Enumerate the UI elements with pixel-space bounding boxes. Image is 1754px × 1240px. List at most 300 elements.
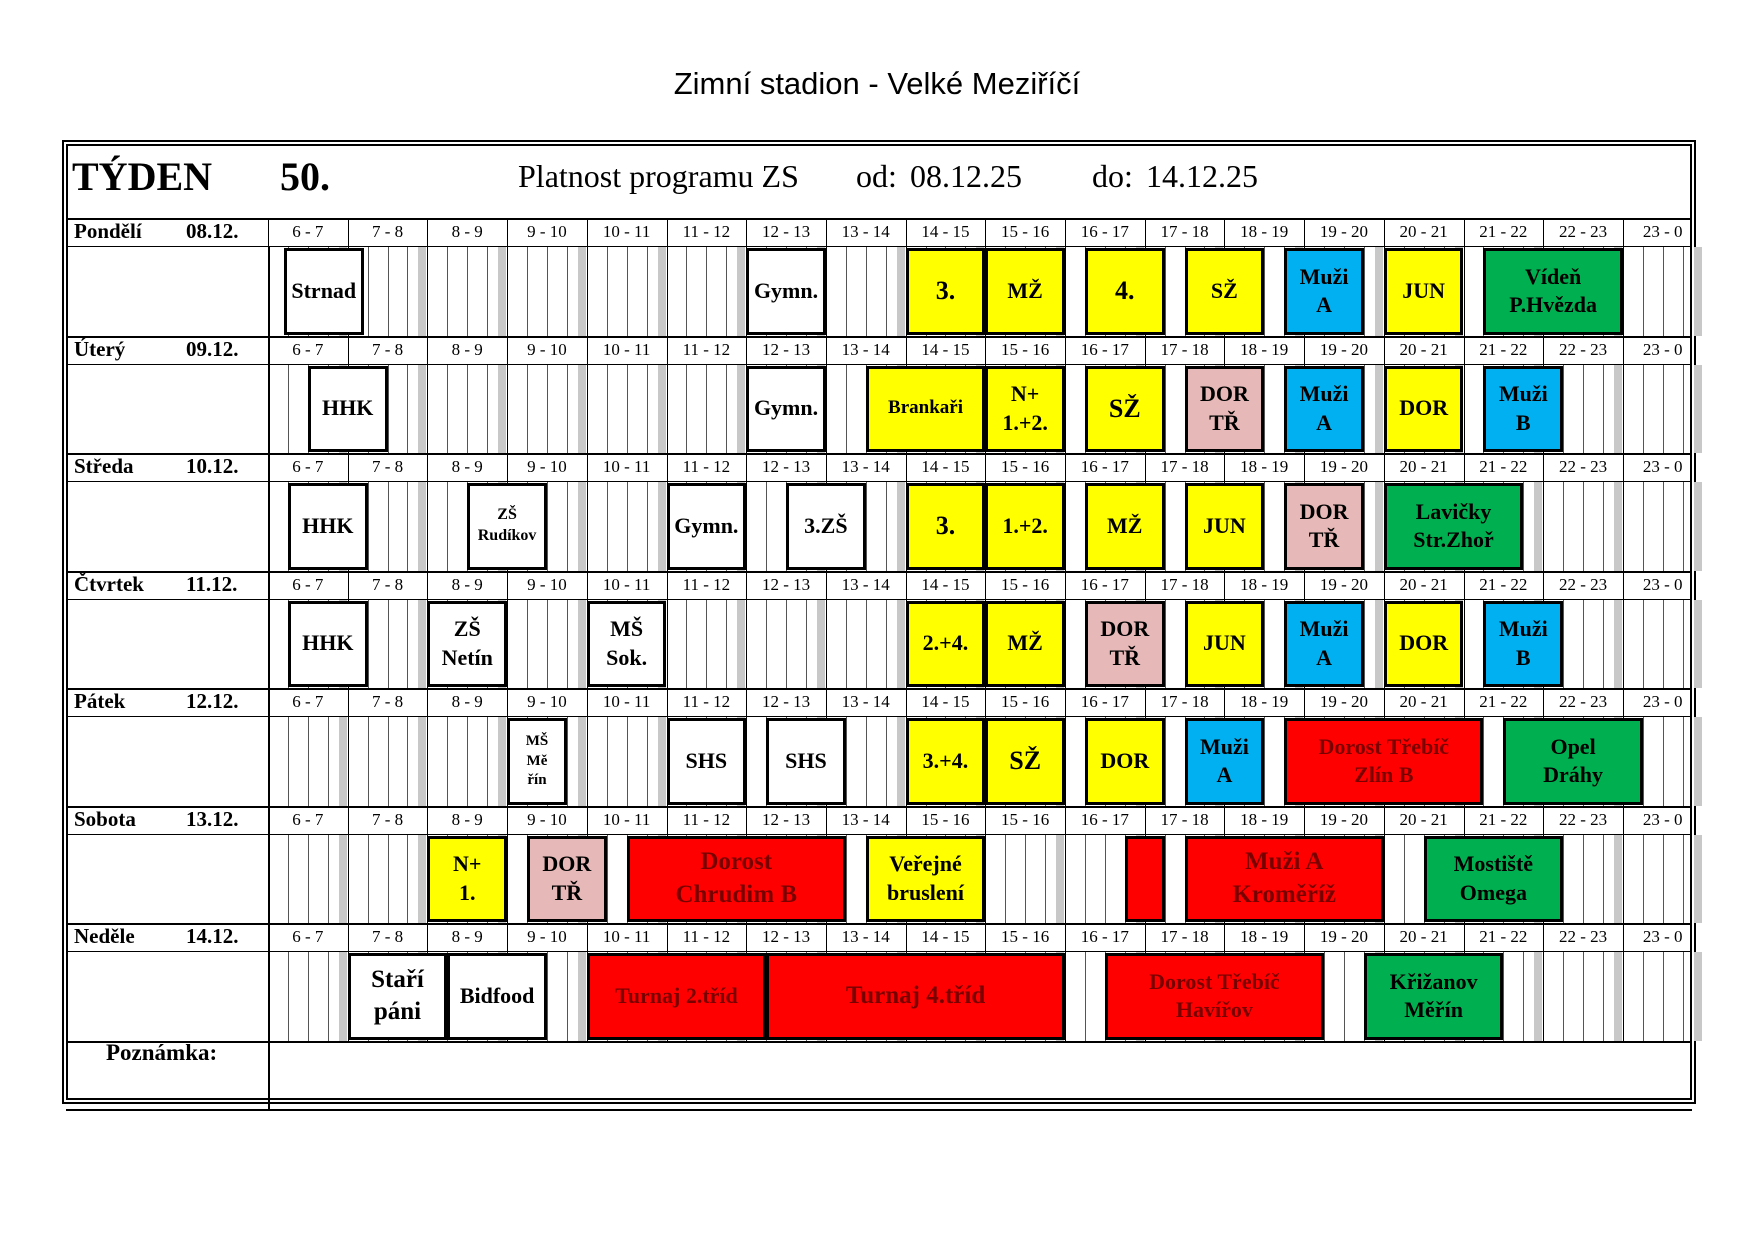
- quarter-divider: [407, 247, 408, 336]
- quarter-divider: [407, 365, 408, 454]
- time-slot-label: 6 - 7: [292, 574, 324, 594]
- event-block: JUN: [1384, 248, 1464, 335]
- time-slot-label: 12 - 13: [761, 339, 811, 359]
- note-label: Poznámka:: [106, 1040, 218, 1065]
- time-slot-label: 21 - 22: [1479, 457, 1528, 476]
- resurfacing-band: [1694, 952, 1702, 1041]
- time-row-divider: [66, 364, 1692, 365]
- time-slot-label: 8 - 9: [451, 574, 483, 594]
- time-slot-label: 20 - 21: [1399, 339, 1448, 359]
- time-slot-label: 20 - 21: [1399, 222, 1448, 241]
- resurfacing-band: [658, 717, 666, 806]
- time-slot-label: 17 - 18: [1160, 574, 1209, 594]
- event-block: Mostiště Omega: [1424, 836, 1563, 923]
- slot-divider: [507, 571, 508, 689]
- resurfacing-band: [1375, 600, 1383, 689]
- resurfacing-band: [1056, 835, 1064, 924]
- time-slot-label: 12 - 13: [761, 692, 811, 711]
- event-block: HHK: [288, 483, 368, 570]
- time-slot-label: 17 - 18: [1160, 692, 1209, 711]
- time-slot-label: 11 - 12: [682, 574, 731, 594]
- to-label: do:: [1092, 158, 1133, 194]
- time-slot-label: 17 - 18: [1160, 222, 1209, 241]
- time-slot-label: 11 - 12: [682, 457, 731, 476]
- time-slot-label: 10 - 11: [602, 692, 651, 711]
- quarter-divider: [547, 247, 548, 336]
- day-date: 12.12.: [186, 689, 239, 713]
- time-slot-label: 7 - 8: [371, 339, 404, 359]
- event-block: Opel Dráhy: [1503, 718, 1642, 805]
- resurfacing-band: [658, 365, 666, 454]
- event-block: 3.: [906, 248, 986, 335]
- quarter-divider: [886, 482, 887, 571]
- time-slot-label: 21 - 22: [1479, 222, 1528, 241]
- time-slot-label: 18 - 19: [1240, 339, 1289, 359]
- time-slot-label: 21 - 22: [1479, 692, 1528, 711]
- quarter-divider: [607, 247, 608, 336]
- quarter-divider: [1264, 482, 1265, 571]
- quarter-divider: [1663, 600, 1664, 689]
- slot-divider: [268, 453, 269, 571]
- resurfacing-band: [1694, 717, 1702, 806]
- event-block: HHK: [308, 366, 388, 453]
- resurfacing-band: [897, 600, 905, 689]
- event-block: ZŠ Netín: [427, 601, 507, 688]
- time-row-divider: [66, 716, 1692, 717]
- event-block: Muži A: [1284, 601, 1364, 688]
- event-block: Veřejné bruslení: [866, 836, 986, 923]
- time-slot-label: 16 - 17: [1080, 574, 1129, 594]
- quarter-divider: [368, 247, 369, 336]
- quarter-divider: [607, 365, 608, 454]
- quarter-divider: [368, 717, 369, 806]
- day-name: Pondělí: [74, 219, 142, 243]
- time-slot-label: 15 - 16: [921, 809, 970, 829]
- time-slot-label: 18 - 19: [1240, 574, 1289, 594]
- event-block: DOR: [1384, 366, 1464, 453]
- quarter-divider: [886, 600, 887, 689]
- time-slot-label: 9 - 10: [527, 692, 567, 711]
- quarter-divider: [647, 482, 648, 571]
- event-block: Vídeň P.Hvězda: [1483, 248, 1622, 335]
- day-row-divider: [66, 688, 1692, 690]
- time-slot-label: 16 - 17: [1080, 692, 1129, 711]
- slot-divider: [587, 453, 588, 571]
- time-slot-label: 18 - 19: [1240, 809, 1289, 829]
- time-slot-label: 13 - 14: [841, 222, 890, 241]
- time-slot-label: 22 - 23: [1558, 222, 1608, 241]
- event-block: Dorost Třebíč Zlín B: [1284, 718, 1483, 805]
- time-slot-label: 14 - 15: [921, 692, 970, 711]
- slot-divider: [1543, 453, 1544, 571]
- time-slot-label: 7 - 8: [371, 692, 404, 711]
- quarter-divider: [288, 835, 289, 924]
- slot-divider: [1065, 218, 1066, 336]
- quarter-divider: [786, 600, 787, 689]
- quarter-divider: [1483, 717, 1484, 806]
- time-slot-label: 14 - 15: [921, 339, 970, 359]
- time-slot-label: 23 - 0: [1642, 574, 1683, 594]
- quarter-divider: [1643, 717, 1644, 806]
- event-block: MŽ: [985, 601, 1065, 688]
- quarter-divider: [1683, 952, 1684, 1041]
- time-slot-label: 18 - 19: [1240, 457, 1289, 476]
- slot-divider: [268, 571, 269, 689]
- quarter-divider: [487, 717, 488, 806]
- quarter-divider: [846, 247, 847, 336]
- slot-divider: [1623, 453, 1624, 571]
- time-slot-label: 8 - 9: [451, 809, 483, 829]
- quarter-divider: [288, 365, 289, 454]
- resurfacing-band: [658, 482, 666, 571]
- resurfacing-band: [578, 717, 586, 806]
- event-block: MŠ Sok.: [587, 601, 667, 688]
- time-slot-label: 12 - 13: [761, 457, 811, 476]
- time-slot-label: 16 - 17: [1080, 339, 1129, 359]
- resurfacing-band: [1375, 365, 1383, 454]
- event-block: 3.+4.: [906, 718, 986, 805]
- quarter-divider: [1005, 835, 1006, 924]
- slot-divider: [587, 688, 588, 806]
- time-slot-label: 11 - 12: [682, 692, 731, 711]
- event-block: Muži B: [1483, 601, 1563, 688]
- slot-divider: [1384, 806, 1385, 924]
- time-slot-label: 16 - 17: [1080, 927, 1129, 946]
- quarter-divider: [1683, 365, 1684, 454]
- quarter-divider: [627, 482, 628, 571]
- event-block: N+ 1.: [427, 836, 507, 923]
- time-slot-label: 14 - 15: [921, 222, 970, 241]
- time-slot-label: 6 - 7: [292, 692, 324, 711]
- quarter-divider: [1663, 482, 1664, 571]
- time-slot-label: 8 - 9: [451, 457, 483, 476]
- quarter-divider: [1603, 365, 1604, 454]
- event-block: Dorost Chrudim B: [627, 836, 846, 923]
- time-slot-label: 15 - 16: [1001, 692, 1050, 711]
- resurfacing-band: [578, 600, 586, 689]
- time-slot-label: 6 - 7: [292, 809, 324, 829]
- time-slot-label: 14 - 15: [921, 457, 970, 476]
- slot-divider: [1065, 688, 1066, 806]
- quarter-divider: [1404, 835, 1405, 924]
- slot-divider: [1623, 336, 1624, 454]
- quarter-divider: [388, 365, 389, 454]
- event-block: ZŠ Rudíkov: [467, 483, 547, 570]
- quarter-divider: [726, 247, 727, 336]
- quarter-divider: [1523, 482, 1524, 571]
- time-slot-label: 19 - 20: [1319, 692, 1369, 711]
- quarter-divider: [627, 717, 628, 806]
- quarter-divider: [1165, 247, 1166, 336]
- quarter-divider: [567, 365, 568, 454]
- resurfacing-band: [418, 835, 426, 924]
- event-block: Muži B: [1483, 366, 1563, 453]
- quarter-divider: [527, 365, 528, 454]
- time-slot-label: 9 - 10: [527, 809, 567, 829]
- quarter-divider: [766, 482, 767, 571]
- quarter-divider: [407, 482, 408, 571]
- resurfacing-band: [498, 365, 506, 454]
- resurfacing-band: [578, 952, 586, 1041]
- time-slot-label: 20 - 21: [1399, 574, 1448, 594]
- resurfacing-band: [1614, 600, 1622, 689]
- quarter-divider: [368, 835, 369, 924]
- event-block: Staří páni: [348, 953, 448, 1040]
- time-slot-label: 9 - 10: [527, 457, 567, 476]
- time-slot-label: 12 - 13: [761, 809, 811, 829]
- quarter-divider: [1264, 600, 1265, 689]
- day-row-divider: [66, 923, 1692, 925]
- slot-divider: [507, 336, 508, 454]
- time-slot-label: 11 - 12: [682, 927, 731, 946]
- quarter-divider: [328, 717, 329, 806]
- event-block: Muži A: [1284, 248, 1364, 335]
- time-slot-label: 23 - 0: [1642, 457, 1683, 476]
- quarter-divider: [1643, 952, 1644, 1041]
- slot-divider: [1464, 218, 1465, 336]
- day-date: 10.12.: [186, 454, 239, 478]
- quarter-divider: [1523, 952, 1524, 1041]
- quarter-divider: [706, 600, 707, 689]
- event-block: Turnaj 4.tříd: [766, 953, 1065, 1040]
- quarter-divider: [368, 482, 369, 571]
- event-block: 2.+4.: [906, 601, 986, 688]
- event-block: 4.: [1085, 248, 1165, 335]
- resurfacing-band: [737, 247, 745, 336]
- event-block: SŽ: [985, 718, 1065, 805]
- quarter-divider: [627, 365, 628, 454]
- resurfacing-band: [418, 717, 426, 806]
- quarter-divider: [1663, 835, 1664, 924]
- time-slot-label: 18 - 19: [1240, 692, 1289, 711]
- time-slot-label: 8 - 9: [451, 692, 483, 711]
- time-slot-label: 13 - 14: [841, 574, 890, 594]
- quarter-divider: [1683, 835, 1684, 924]
- time-slot-label: 13 - 14: [841, 927, 890, 946]
- resurfacing-band: [658, 247, 666, 336]
- day-name: Středa: [74, 454, 134, 478]
- quarter-divider: [866, 482, 867, 571]
- resurfacing-band: [418, 247, 426, 336]
- quarter-divider: [388, 482, 389, 571]
- time-slot-label: 12 - 13: [761, 222, 811, 241]
- quarter-divider: [447, 717, 448, 806]
- time-slot-label: 17 - 18: [1160, 927, 1209, 946]
- quarter-divider: [1643, 365, 1644, 454]
- slot-divider: [268, 336, 269, 454]
- time-slot-label: 15 - 16: [1001, 339, 1050, 359]
- resurfacing-band: [418, 600, 426, 689]
- quarter-divider: [467, 717, 468, 806]
- resurfacing-band: [897, 717, 905, 806]
- day-name: Čtvrtek: [74, 571, 144, 596]
- time-slot-label: 16 - 17: [1080, 457, 1129, 476]
- slot-divider: [1065, 336, 1066, 454]
- time-slot-label: 6 - 7: [292, 222, 324, 241]
- slot-divider: [348, 806, 349, 924]
- quarter-divider: [1603, 600, 1604, 689]
- resurfacing-band: [1614, 835, 1622, 924]
- slot-divider: [1065, 453, 1066, 571]
- time-slot-label: 13 - 14: [841, 809, 890, 829]
- resurfacing-band: [817, 600, 825, 689]
- time-slot-label: 13 - 14: [841, 339, 890, 359]
- quarter-divider: [407, 717, 408, 806]
- time-slot-label: 21 - 22: [1479, 574, 1528, 594]
- quarter-divider: [1663, 952, 1664, 1041]
- quarter-divider: [1364, 482, 1365, 571]
- time-slot-label: 10 - 11: [602, 574, 651, 594]
- quarter-divider: [308, 952, 309, 1041]
- event-block: DOR TŘ: [1085, 601, 1165, 688]
- time-slot-label: 8 - 9: [451, 339, 483, 359]
- quarter-divider: [567, 600, 568, 689]
- time-slot-label: 8 - 9: [451, 927, 483, 946]
- resurfacing-band: [1614, 952, 1622, 1041]
- quarter-divider: [1643, 600, 1644, 689]
- quarter-divider: [447, 365, 448, 454]
- time-row-divider: [66, 246, 1692, 247]
- time-slot-label: 21 - 22: [1479, 927, 1528, 946]
- event-block: DOR: [1384, 601, 1464, 688]
- slot-divider: [1065, 806, 1066, 924]
- from-date: 08.12.25: [910, 158, 1022, 194]
- time-slot-label: 6 - 7: [292, 339, 324, 359]
- quarter-divider: [1663, 247, 1664, 336]
- slot-divider: [1623, 218, 1624, 336]
- quarter-divider: [1503, 952, 1504, 1041]
- time-slot-label: 7 - 8: [371, 927, 404, 946]
- time-slot-label: 11 - 12: [682, 222, 731, 241]
- time-slot-label: 13 - 14: [841, 692, 890, 711]
- quarter-divider: [1563, 952, 1564, 1041]
- to-date: 14.12.25: [1146, 158, 1258, 194]
- quarter-divider: [866, 247, 867, 336]
- time-slot-label: 15 - 16: [1001, 222, 1050, 241]
- day-name: Neděle: [74, 924, 135, 948]
- resurfacing-band: [418, 482, 426, 571]
- quarter-divider: [447, 247, 448, 336]
- quarter-divider: [1364, 365, 1365, 454]
- slot-divider: [1464, 571, 1465, 689]
- quarter-divider: [407, 600, 408, 689]
- quarter-divider: [686, 247, 687, 336]
- time-slot-label: 22 - 23: [1558, 574, 1608, 594]
- time-slot-label: 11 - 12: [682, 339, 731, 359]
- quarter-divider: [1563, 835, 1564, 924]
- quarter-divider: [328, 952, 329, 1041]
- event-block: DOR TŘ: [1185, 366, 1265, 453]
- quarter-divider: [1563, 600, 1564, 689]
- quarter-divider: [547, 482, 548, 571]
- quarter-divider: [1563, 365, 1564, 454]
- resurfacing-band: [1694, 600, 1702, 689]
- time-slot-label: 13 - 14: [841, 457, 890, 476]
- quarter-divider: [607, 482, 608, 571]
- quarter-divider: [308, 717, 309, 806]
- quarter-divider: [547, 952, 548, 1041]
- quarter-divider: [686, 600, 687, 689]
- quarter-divider: [1364, 600, 1365, 689]
- event-block: SŽ: [1185, 248, 1265, 335]
- slot-divider: [268, 218, 269, 336]
- time-slot-label: 22 - 23: [1558, 692, 1608, 711]
- quarter-divider: [647, 247, 648, 336]
- time-slot-label: 23 - 0: [1642, 809, 1683, 829]
- resurfacing-band: [1694, 835, 1702, 924]
- quarter-divider: [1683, 247, 1684, 336]
- quarter-divider: [806, 600, 807, 689]
- time-slot-label: 8 - 9: [451, 222, 483, 241]
- time-slot-label: 22 - 23: [1558, 809, 1608, 829]
- quarter-divider: [1364, 247, 1365, 336]
- quarter-divider: [447, 482, 448, 571]
- resurfacing-band: [498, 247, 506, 336]
- slot-divider: [1065, 923, 1066, 1041]
- quarter-divider: [388, 247, 389, 336]
- slot-divider: [746, 571, 747, 689]
- time-slot-label: 19 - 20: [1319, 457, 1369, 476]
- time-slot-label: 22 - 23: [1558, 339, 1608, 359]
- quarter-divider: [1603, 482, 1604, 571]
- day-name: Pátek: [74, 689, 126, 713]
- event-block: 1.+2.: [985, 483, 1065, 570]
- event-block: MŽ: [985, 248, 1065, 335]
- quarter-divider: [866, 600, 867, 689]
- quarter-divider: [1165, 717, 1166, 806]
- time-slot-label: 6 - 7: [292, 927, 324, 946]
- time-slot-label: 18 - 19: [1240, 927, 1289, 946]
- time-slot-label: 17 - 18: [1160, 809, 1209, 829]
- event-block: SŽ: [1085, 366, 1165, 453]
- quarter-divider: [1165, 600, 1166, 689]
- slot-divider: [268, 923, 269, 1041]
- time-slot-label: 22 - 23: [1558, 457, 1608, 476]
- quarter-divider: [1663, 365, 1664, 454]
- quarter-divider: [487, 365, 488, 454]
- quarter-divider: [1683, 482, 1684, 571]
- slot-divider: [268, 806, 269, 924]
- time-slot-label: 23 - 0: [1642, 222, 1683, 241]
- time-slot-label: 21 - 22: [1479, 809, 1528, 829]
- quarter-divider: [527, 600, 528, 689]
- quarter-divider: [866, 717, 867, 806]
- quarter-divider: [1683, 600, 1684, 689]
- quarter-divider: [567, 717, 568, 806]
- quarter-divider: [487, 247, 488, 336]
- day-date: 11.12.: [186, 571, 238, 596]
- quarter-divider: [846, 600, 847, 689]
- event-block: Gymn.: [667, 483, 747, 570]
- time-row-divider: [66, 951, 1692, 952]
- quarter-divider: [1025, 835, 1026, 924]
- quarter-divider: [1045, 835, 1046, 924]
- time-slot-label: 19 - 20: [1319, 574, 1369, 594]
- quarter-divider: [726, 600, 727, 689]
- quarter-divider: [1583, 952, 1584, 1041]
- resurfacing-band: [737, 600, 745, 689]
- quarter-divider: [1165, 365, 1166, 454]
- time-slot-label: 10 - 11: [602, 222, 651, 241]
- quarter-divider: [886, 247, 887, 336]
- slot-divider: [826, 218, 827, 336]
- resurfacing-band: [418, 365, 426, 454]
- event-block: [1125, 836, 1165, 923]
- time-slot-label: 12 - 13: [761, 927, 811, 946]
- time-slot-label: 17 - 18: [1160, 339, 1209, 359]
- event-block: Bidfood: [447, 953, 547, 1040]
- quarter-divider: [726, 365, 727, 454]
